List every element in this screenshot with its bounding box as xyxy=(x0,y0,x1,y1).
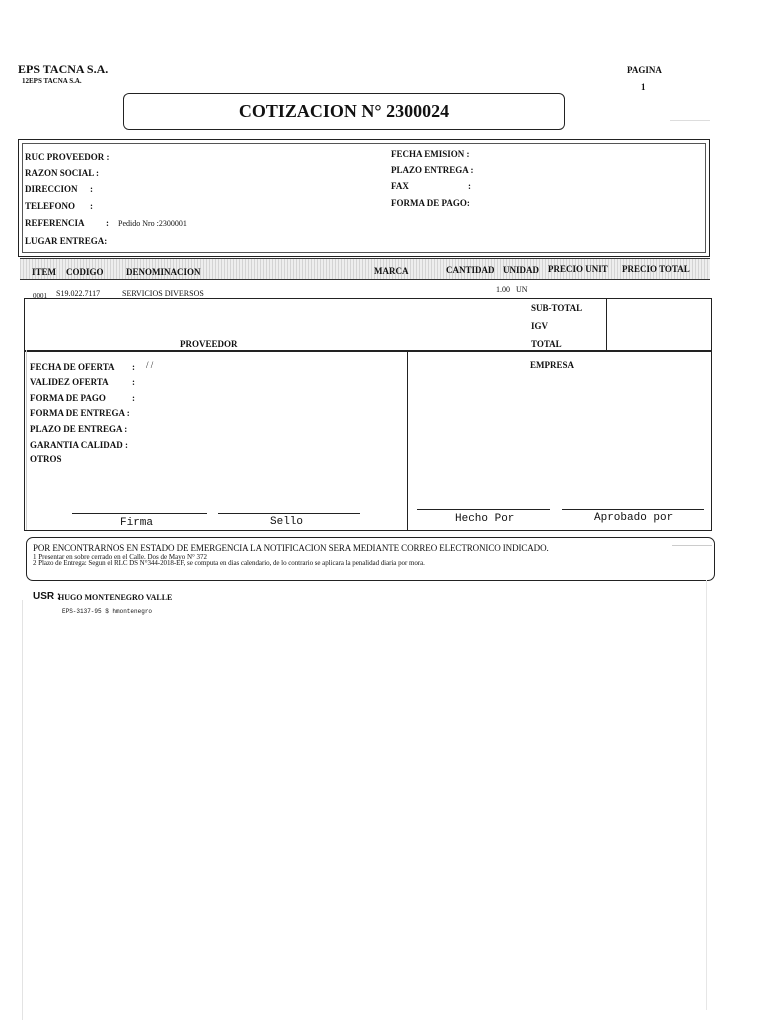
lugar-entrega-label: LUGAR ENTREGA: xyxy=(25,236,108,246)
fecha-oferta-label: FECHA DE OFERTA xyxy=(30,362,115,372)
referencia-label: REFERENCIA xyxy=(25,218,85,228)
col-codigo: CODIGO xyxy=(66,267,104,277)
row-codigo: S19.022.7117 xyxy=(56,289,101,298)
plazo-entrega-oferta-label: PLAZO DE ENTREGA : xyxy=(30,424,128,434)
hecho-por-label: Hecho Por xyxy=(455,513,515,525)
fax-label: FAX xyxy=(391,181,409,191)
scan-artifact-left xyxy=(26,350,27,530)
empresa-title: EMPRESA xyxy=(530,360,575,370)
scan-artifact-notes xyxy=(672,545,712,546)
validez-oferta-label: VALIDEZ OFERTA xyxy=(30,377,109,387)
otros-label: OTROS xyxy=(30,454,62,464)
note-1: 1 Presentar en sobre cerrado en el Calle. Dos de Mayo N° 372 xyxy=(33,553,208,561)
direccion-label: DIRECCION xyxy=(25,184,78,194)
fecha-oferta-value: / / xyxy=(146,360,154,370)
firma-label: Firma xyxy=(120,517,154,529)
forma-pago-oferta-label: FORMA DE PAGO xyxy=(30,393,106,403)
direccion-colon: : xyxy=(90,184,93,194)
referencia-value: Pedido Nro :2300001 xyxy=(118,219,187,228)
user-code: EPS-3137-95 $ hmontenegro xyxy=(62,608,153,615)
hecho-por-line xyxy=(417,509,550,510)
row-cantidad: 1.00 xyxy=(496,285,510,294)
scan-artifact-right xyxy=(706,580,707,1010)
forma-pago-oferta-colon: : xyxy=(132,393,135,403)
ruc-label: RUC PROVEEDOR : xyxy=(25,152,110,162)
telefono-colon: : xyxy=(90,201,93,211)
proveedor-empresa-divider xyxy=(407,351,408,531)
totals-divider xyxy=(606,298,607,351)
subtotal-label: SUB-TOTAL xyxy=(531,303,583,313)
totals-box xyxy=(24,298,712,351)
user-name: HUGO MONTENEGRO VALLE xyxy=(58,593,173,602)
firma-line xyxy=(72,513,207,514)
garantia-calidad-label: GARANTIA CALIDAD : xyxy=(30,440,129,450)
razon-social-label: RAZON SOCIAL : xyxy=(25,168,100,178)
proveedor-title: PROVEEDOR xyxy=(180,339,238,349)
page-label: PAGINA xyxy=(627,65,662,75)
igv-label: IGV xyxy=(531,321,549,331)
emergency-note: POR ENCONTRARNOS EN ESTADO DE EMERGENCIA LA NOTIFICACION SERA MEDIANTE CORREO ELECTRONICO INDICADO. xyxy=(33,543,549,553)
col-unidad: UNIDAD xyxy=(503,265,539,275)
plazo-entrega-label: PLAZO ENTREGA : xyxy=(391,165,474,175)
supplier-info-inner xyxy=(22,143,706,253)
user-label: USR : xyxy=(33,591,61,602)
page-number: 1 xyxy=(641,82,646,92)
fax-colon: : xyxy=(468,181,471,191)
forma-entrega-label: FORMA DE ENTREGA : xyxy=(30,408,130,418)
note-2: 2 Plazo de Entrega: Segun el RLC DS N°344-2018-EF, se computa en dias calendario, de lo contrario se aplicara la penalidad diaria por mora. xyxy=(33,559,425,567)
col-denominacion: DENOMINACION xyxy=(126,267,201,277)
aprobado-por-line xyxy=(562,509,704,510)
company-name: EPS TACNA S.A. xyxy=(18,62,109,76)
telefono-label: TELEFONO xyxy=(25,201,76,211)
col-precio-total: PRECIO TOTAL xyxy=(622,264,690,274)
sello-line xyxy=(218,513,360,514)
col-precio-unit: PRECIO UNIT xyxy=(548,264,608,274)
col-item: ITEM xyxy=(32,267,57,277)
fecha-oferta-colon: : xyxy=(132,362,135,372)
referencia-colon: : xyxy=(106,218,109,228)
sello-label: Sello xyxy=(270,516,304,528)
col-marca: MARCA xyxy=(374,266,409,276)
row-unidad: UN xyxy=(516,285,528,294)
total-label: TOTAL xyxy=(531,339,562,349)
row-denominacion: SERVICIOS DIVERSOS xyxy=(122,289,204,298)
aprobado-por-label: Aprobado por xyxy=(594,512,674,524)
col-cantidad: CANTIDAD xyxy=(446,265,495,275)
scan-artifact-top xyxy=(670,120,710,121)
company-subname: 12EPS TACNA S.A. xyxy=(22,77,82,85)
forma-pago-label: FORMA DE PAGO: xyxy=(391,198,470,208)
scan-artifact-margin xyxy=(22,600,23,1020)
row-item: 0001 xyxy=(33,292,47,300)
validez-oferta-colon: : xyxy=(132,377,135,387)
title-box xyxy=(123,93,565,130)
document-title: COTIZACION N° 2300024 xyxy=(238,101,450,121)
fecha-emision-label: FECHA EMISION : xyxy=(391,149,470,159)
